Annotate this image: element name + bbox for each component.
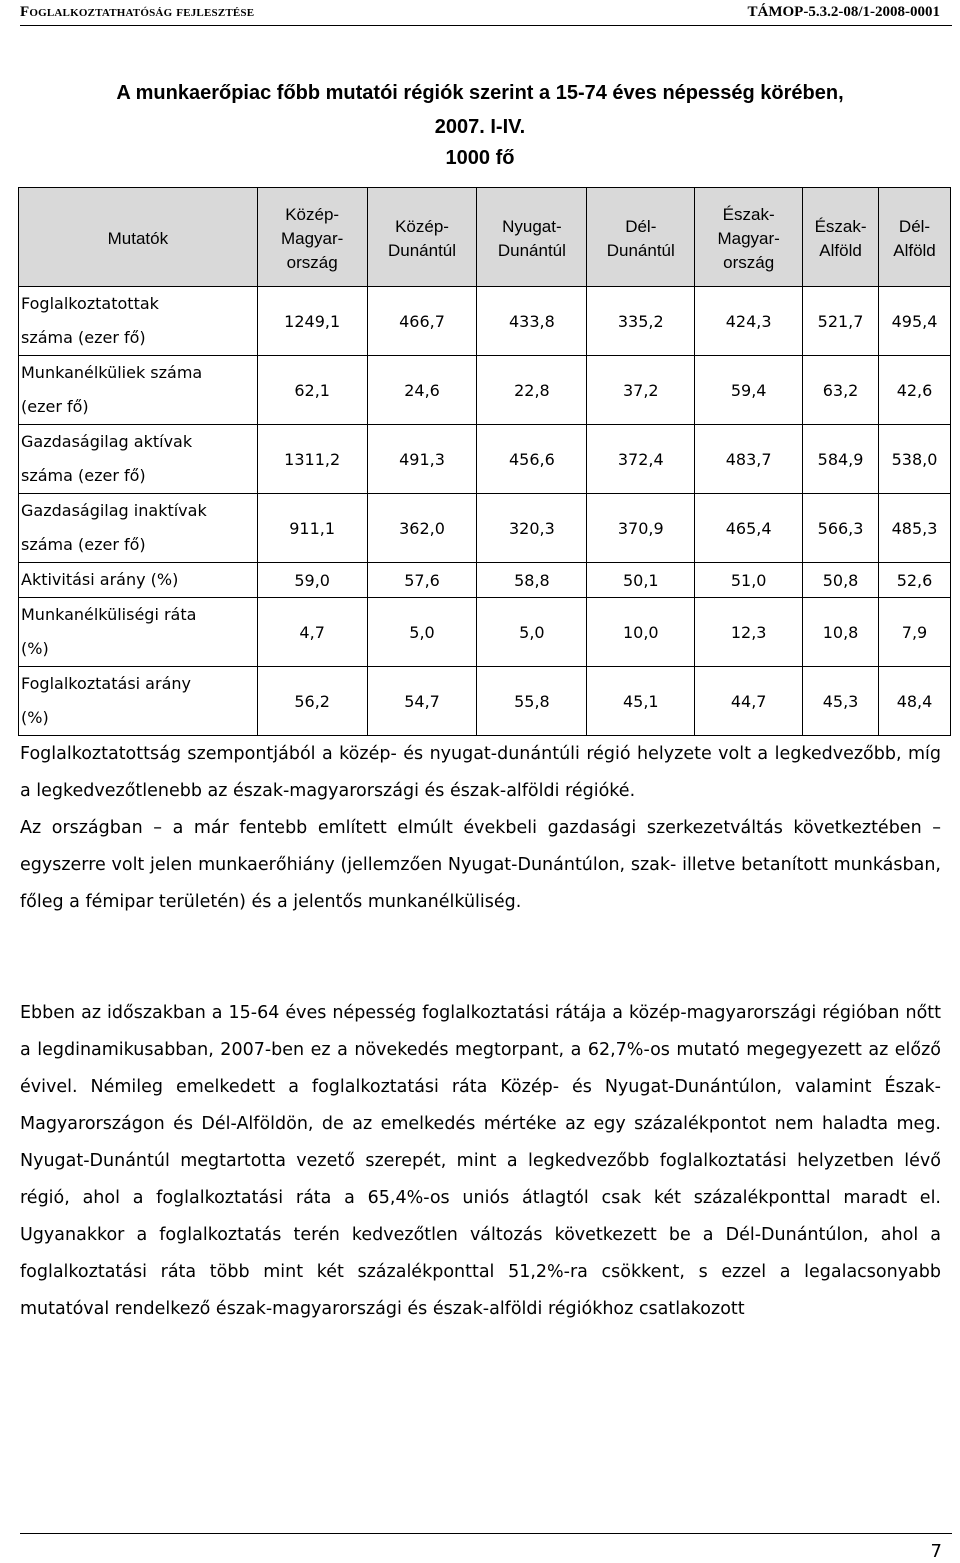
table-cell: 22,8: [477, 356, 587, 425]
table-cell: 1249,1: [257, 287, 367, 356]
running-header: [20, 4, 940, 21]
table-cell: 5,0: [367, 598, 477, 667]
row-label: Aktivitási arány (%): [19, 563, 258, 598]
table-cell: 42,6: [879, 356, 951, 425]
table-cell: 456,6: [477, 425, 587, 494]
table-cell: 485,3: [879, 494, 951, 563]
table-cell: 911,1: [257, 494, 367, 563]
column-header-del-alfold: Dél- Alföld: [879, 188, 951, 287]
table-cell: 10,0: [587, 598, 695, 667]
table-row: [19, 287, 951, 356]
table-row: [19, 563, 951, 598]
column-header-nyugat-dunantul: Nyugat- Dunántúl: [477, 188, 587, 287]
table-cell: 521,7: [803, 287, 879, 356]
body-paragraph-3: Ebben az időszakban a 15-64 éves népesség foglalkoztatási rátája a közép-magyarországi régióban nőtt a legdinamikusabban, 2007-ben ez a növekedés megtorpant, a 62,7%-os mutató megegyezett az előző évivel. Némileg emelkedett a foglalkoztatási ráta Közép- és Nyugat-Dunántúlon, valamint Észak-Magyarországon és Dél-Alföldön, de az emelkedés mértéke az egy százalékpontot nem haladta meg. Nyugat-Dunántúl megtartotta vezető szerepét, mint a legkedvezőbb foglalkoztatási helyzetben lévő régió, ahol a foglalkoztatási ráta a 65,4%-os uniós átlagtól csak két százalékponttal maradt el. Ugyanakkor a foglalkoztatás terén kedvezőtlen változás következett be a Dél-Dunántúlon, ahol a foglalkoztatási ráta több mint két százalékponttal 51,2%-ra csökkent, s ezzel a legalacsonyabb mutatóval rendelkező észak-magyarországi és észak-alföldi régiókhoz csatlakozott: [20, 1003, 941, 1319]
column-header-kozep-dunantul: Közép- Dunántúl: [367, 188, 477, 287]
table-cell: 48,4: [879, 667, 951, 736]
table-cell: 370,9: [587, 494, 695, 563]
table-cell: 424,3: [695, 287, 803, 356]
table-cell: 538,0: [879, 425, 951, 494]
table-cell: 335,2: [587, 287, 695, 356]
table-cell: 55,8: [477, 667, 587, 736]
header-project-title: Foglalkoztathatóság fejlesztése: [20, 4, 255, 20]
table-cell: 320,3: [477, 494, 587, 563]
body-paragraph-2: Az országban – a már fentebb említett elmúlt évekbeli gazdasági szerkezetváltás következtében – egyszerre volt jelen munkaerőhiány (jellemzően Nyugat-Dunántúlon, szak- illetve betanított munkásban, főleg a fémipar területén) és a jelentős munkanélküliség.: [20, 818, 941, 912]
table-header-row: [19, 188, 951, 287]
column-header-eszak-magyarorszag: Észak- Magyar- ország: [695, 188, 803, 287]
table-cell: 37,2: [587, 356, 695, 425]
table-cell: 63,2: [803, 356, 879, 425]
row-label: Munkanélküliek száma (ezer fő): [19, 356, 258, 425]
table-cell: 59,0: [257, 563, 367, 598]
table-cell: 24,6: [367, 356, 477, 425]
table-row: [19, 494, 951, 563]
table-row: [19, 425, 951, 494]
row-label: Gazdaságilag aktívak száma (ezer fő): [19, 425, 258, 494]
table-cell: 483,7: [695, 425, 803, 494]
table-cell: 54,7: [367, 667, 477, 736]
column-header-indicators: Mutatók: [19, 188, 258, 287]
table-cell: 1311,2: [257, 425, 367, 494]
column-header-eszak-alfold: Észak- Alföld: [803, 188, 879, 287]
row-label: Foglalkoztatási arány (%): [19, 667, 258, 736]
table-row: [19, 598, 951, 667]
header-rule: [20, 25, 952, 26]
table-row: [19, 356, 951, 425]
table-cell: 465,4: [695, 494, 803, 563]
table-cell: 466,7: [367, 287, 477, 356]
table-cell: 50,1: [587, 563, 695, 598]
table-cell: 10,8: [803, 598, 879, 667]
table-cell: 5,0: [477, 598, 587, 667]
table-cell: 12,3: [695, 598, 803, 667]
table-cell: 57,6: [367, 563, 477, 598]
table-cell: 56,2: [257, 667, 367, 736]
table-cell: 491,3: [367, 425, 477, 494]
page-number: 7: [930, 1541, 942, 1562]
table-cell: 62,1: [257, 356, 367, 425]
table-cell: 584,9: [803, 425, 879, 494]
row-label: Gazdaságilag inaktívak száma (ezer fő): [19, 494, 258, 563]
row-label: Munkanélküliségi ráta (%): [19, 598, 258, 667]
table-cell: 566,3: [803, 494, 879, 563]
table-title-line1: A munkaerőpiac főbb mutatói régiók szerint a 15-74 éves népesség körében,: [116, 82, 844, 104]
table-cell: 372,4: [587, 425, 695, 494]
table-cell: 45,1: [587, 667, 695, 736]
table-unit: 1000 fő: [445, 147, 515, 169]
header-project-code: TÁMOP-5.3.2-08/1-2008-0001: [747, 4, 940, 20]
footer-rule: [20, 1533, 952, 1534]
table-cell: 7,9: [879, 598, 951, 667]
table-cell: 4,7: [257, 598, 367, 667]
table-title-line2: 2007. I-IV.: [434, 116, 526, 138]
table-cell: 58,8: [477, 563, 587, 598]
table-cell: 433,8: [477, 287, 587, 356]
table-title: [20, 76, 940, 144]
body-paragraph-1: Foglalkoztatottság szempontjából a közép- és nyugat-dunántúli régió helyzete volt a legkedvezőbb, míg a legkedvezőtlenebb az észak-magyarországi és észak-alföldi régióké.: [20, 744, 941, 801]
table-cell: 59,4: [695, 356, 803, 425]
table-cell: 362,0: [367, 494, 477, 563]
table-cell: 45,3: [803, 667, 879, 736]
table-cell: 44,7: [695, 667, 803, 736]
table-cell: 51,0: [695, 563, 803, 598]
row-label: Foglalkoztatottak száma (ezer fő): [19, 287, 258, 356]
column-header-kozep-magyarorszag: Közép- Magyar- ország: [257, 188, 367, 287]
table-cell: 50,8: [803, 563, 879, 598]
table-row: [19, 667, 951, 736]
column-header-del-dunantul: Dél- Dunántúl: [587, 188, 695, 287]
labour-market-table: [18, 187, 951, 736]
table-cell: 495,4: [879, 287, 951, 356]
table-cell: 52,6: [879, 563, 951, 598]
